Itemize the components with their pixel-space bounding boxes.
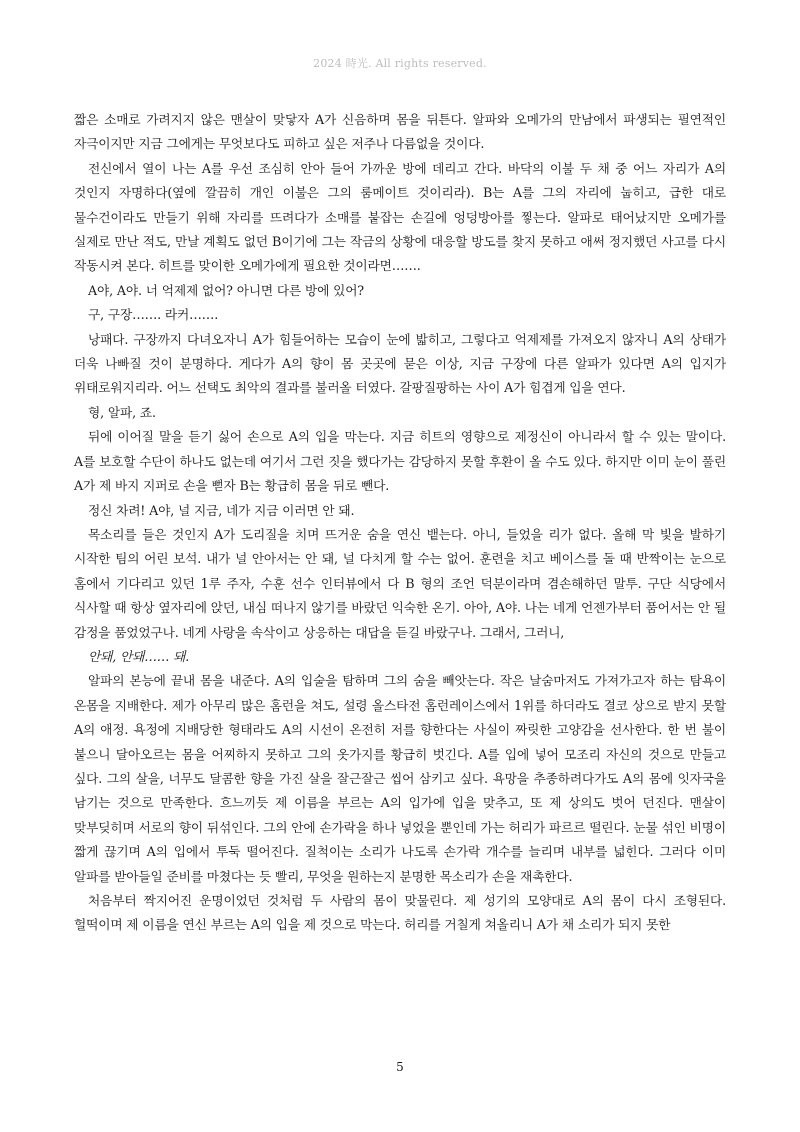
paragraph: 짧은 소매로 가려지지 않은 맨살이 맞닿자 A가 신음하며 몸을 뒤튼다. 알파와 오메가의 만남에서 파생되는 필연적인 자극이지만 지금 그에게는 무엇보다도 피하고 싶은 저주나 다름없을 것이다.	[74, 112, 726, 152]
dialogue-line: A야, A야. 너 억제제 없어? 아니면 다른 방에 있어?	[88, 282, 364, 298]
paragraph: 뒤에 이어질 말을 듣기 싫어 손으로 A의 입을 막는다. 지금 히트의 영향으로 제정신이 아니라서 할 수 있는 말이다. A를 보호할 수단이 하나도 없는데 여기서 그런 짓을 했다가는 감당하지 못할 후환이 올 수도 있다. 하지만 이미 눈이 풀린 A가 제 바지 지퍼로 손을 뻗자 B는 황급히 몸을 뒤로 뺀다.	[74, 429, 726, 494]
dialogue-line: 구, 구장……. 라커…….	[88, 307, 219, 323]
dialogue-line: 형, 알파, 죠.	[88, 404, 156, 420]
paragraph: 목소리를 들은 것인지 A가 도리질을 치며 뜨거운 숨을 연신 뱉는다. 아니, 들었을 리가 없다. 올해 막 빛을 발하기 시작한 팀의 어린 보석. 내가 널 안아서는 안 돼, 널 다치게 할 수는 없어. 훈련을 치고 베이스를 돌 때 반짝이는 눈으로 홈에서 기다리고 있던 1루 주자, 수훈 선수 인터뷰에서 다 B 형의 조언 덕분이라며 겸손해하던 말투. 구단 식당에서 식사할 때 항상 옆자리에 앉던, 내심 떠나지 않기를 바랐던 익숙한 온기. 아아, A야. 나는 네게 언젠가부터 품어서는 안 될 감정을 품었었구나. 네게 사랑을 속삭이고 상응하는 대답을 듣길 바랐구나. 그래서, 그러니,	[74, 526, 726, 640]
paragraph: 전신에서 열이 나는 A를 우선 조심히 안아 들어 가까운 방에 데리고 간다. 바닥의 이불 두 채 중 어느 자리가 A의 것인지 자명하다(옆에 깔끔히 개인 이불은 그의 룸메이트 것이리라). B는 A를 그의 자리에 눕히고, 급한 대로 물수건이라도 만들기 위해 자리를 뜨려다가 소매를 붙잡는 손길에 엉덩방아를 찧는다. 알파로 태어났지만 오메가를 실제로 만난 적도, 만날 계획도 없던 B이기에 그는 작금의 상황에 대응할 방도를 찾지 못하고 애써 정지했던 사고를 다시 작동시켜 본다. 히트를 맞이한 오메가에게 필요한 것이라면…….	[74, 160, 726, 274]
italic-inner-voice: 안돼, 안돼…… 돼.	[88, 648, 190, 664]
dialogue-line: 정신 차려! A야, 널 지금, 네가 지금 이러면 안 돼.	[88, 502, 355, 518]
paragraph: 낭패다. 구장까지 다녀오자니 A가 힘들어하는 모습이 눈에 밟히고, 그렇다고 억제제를 가져오지 않자니 A의 상태가 더욱 나빠질 것이 분명하다. 게다가 A의 향이 몸 곳곳에 묻은 이상, 지금 구장에 다른 알파가 있다면 A의 입지가 위태로워지리라. 어느 선택도 최악의 결과를 불러올 터였다. 갈팡질팡하는 사이 A가 힘겹게 입을 연다.	[74, 331, 726, 396]
body-text	[74, 108, 726, 938]
page-number: 5	[396, 1060, 404, 1074]
paragraph: 처음부터 짝지어진 운명이었던 것처럼 두 사람의 몸이 맞물린다. 제 성기의 모양대로 A의 몸이 다시 조형된다. 헐떡이며 제 이름을 연신 부르는 A의 입을 제 것으로 막는다. 허리를 거칠게 쳐올리니 A가 채 소리가 되지 못한	[74, 893, 726, 933]
paragraph: 알파의 본능에 끝내 몸을 내준다. A의 입술을 탐하며 그의 숨을 빼앗는다. 작은 날숨마저도 가져가고자 하는 탐욕이 온몸을 지배한다. 제가 아무리 많은 홈런을 쳐도, 설령 올스타전 홈런레이스에서 1위를 하더라도 결코 상으로 받지 못할 A의 애정. 욕정에 지배당한 형태라도 A의 시선이 온전히 저를 향한다는 사실이 짜릿한 고양감을 선사한다. 한 번 불이 붙으니 달아오르는 몸을 어찌하지 못하고 그의 옷가지를 황급히 벗긴다. A를 입에 넣어 모조리 자신의 것으로 만들고 싶다. 그의 살을, 너무도 달콤한 향을 가진 살을 잘근잘근 씹어 삼키고 싶다. 욕망을 추종하려다가도 A의 몸에 잇자국을 남기는 것으로 만족한다. 흐느끼듯 제 이름을 부르는 A의 입가에 입을 맞추고, 또 제 상의도 벗어 던진다. 맨살이 맞부딪히며 서로의 향이 뒤섞인다. 그의 안에 손가락을 하나 넣었을 뿐인데 가는 허리가 파르르 떨린다. 눈물 섞인 비명이 짧게 끊기며 A의 입에서 투둑 떨어진다. 질척이는 소리가 나도록 손가락 개수를 늘리며 내부를 넓힌다. 그러다 이미 알파를 받아들일 준비를 마쳤다는 듯 빨리, 무엇을 원하는지 분명한 목소리가 손을 재촉한다.	[74, 673, 726, 884]
copyright-watermark: 2024 時光. All rights reserved.	[313, 57, 487, 70]
